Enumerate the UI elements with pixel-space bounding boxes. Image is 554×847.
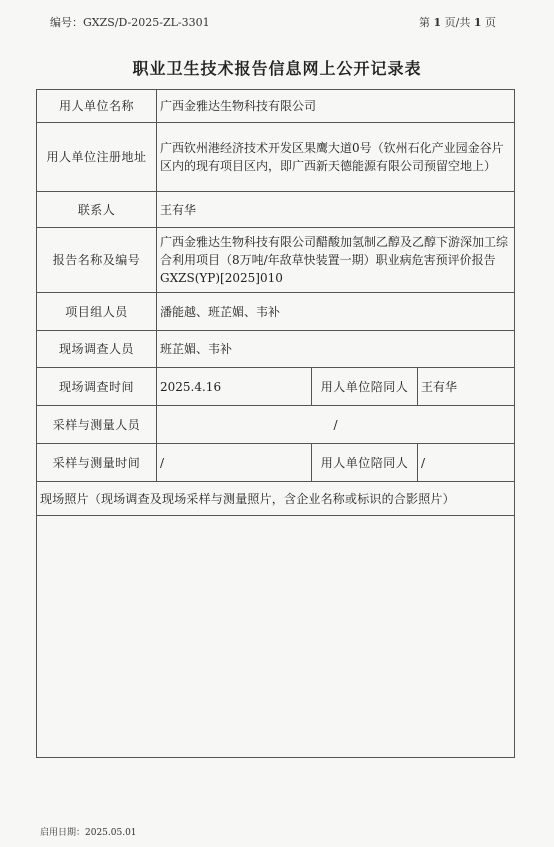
team-label: 项目组人员	[37, 293, 157, 331]
row-team	[37, 293, 515, 331]
report-value: 广西金雅达生物科技有限公司醋酸加氢制乙醇及乙醇下游深加工综合利用项目（8万吨/年敌草快装置一期）职业病危害预评价报告 GXZS(YP)[2025]010	[157, 228, 515, 293]
sampling-escort-value: /	[418, 444, 515, 482]
escort-value: 王有华	[418, 368, 515, 406]
row-employer	[37, 90, 515, 123]
document-number: 编号：GXZS/D-2025-ZL-3301	[50, 16, 210, 29]
row-contact	[37, 192, 515, 228]
survey-staff-value: 班芷媚、韦补	[157, 331, 515, 368]
report-label: 报告名称及编号	[37, 228, 157, 293]
employer-value: 广西金雅达生物科技有限公司	[157, 90, 515, 123]
survey-staff-label: 现场调查人员	[37, 331, 157, 368]
sampling-time-value: /	[157, 444, 312, 482]
row-address	[37, 123, 515, 192]
page-current: 1	[433, 16, 442, 29]
footer-date: 启用日期：2025.05.01	[40, 828, 137, 838]
sampling-escort-label: 用人单位陪同人	[312, 444, 418, 482]
team-value: 潘能越、班芷媚、韦补	[157, 293, 515, 331]
row-sampling-time	[37, 444, 515, 482]
page-suffix: 页	[485, 16, 496, 29]
row-sampling-staff	[37, 406, 515, 444]
page-title: 职业卫生技术报告信息网上公开记录表	[132, 59, 422, 78]
contact-label: 联系人	[37, 192, 157, 228]
sampling-time-label: 采样与测量时间	[37, 444, 157, 482]
sampling-staff-value: /	[157, 406, 515, 444]
photo-area	[37, 516, 515, 758]
page-indicator	[419, 14, 496, 30]
escort-label: 用人单位陪同人	[312, 368, 418, 406]
address-label: 用人单位注册地址	[37, 123, 157, 192]
page-prefix: 第	[418, 16, 430, 29]
photo-label: 现场照片（现场调查及现场采样与测量照片，含企业名称或标识的合影照片）	[37, 482, 515, 516]
address-value: 广西钦州港经济技术开发区果鹰大道0号（钦州石化产业园金谷片区内的现有项目区内，即广西新天德能源有限公司预留空地上）	[157, 123, 515, 192]
row-photo-header	[37, 482, 515, 516]
row-photo-area	[37, 516, 515, 758]
row-survey-time	[37, 368, 515, 406]
sampling-staff-label: 采样与测量人员	[37, 406, 157, 444]
survey-time-label: 现场调查时间	[37, 368, 157, 406]
employer-label: 用人单位名称	[37, 90, 157, 123]
survey-time-value: 2025.4.16	[157, 368, 312, 406]
contact-value: 王有华	[157, 192, 515, 228]
page-total: 1	[473, 16, 482, 29]
record-table	[36, 89, 515, 758]
row-survey-staff	[37, 331, 515, 368]
page-mid: 页/共	[444, 16, 471, 29]
row-report	[37, 228, 515, 293]
